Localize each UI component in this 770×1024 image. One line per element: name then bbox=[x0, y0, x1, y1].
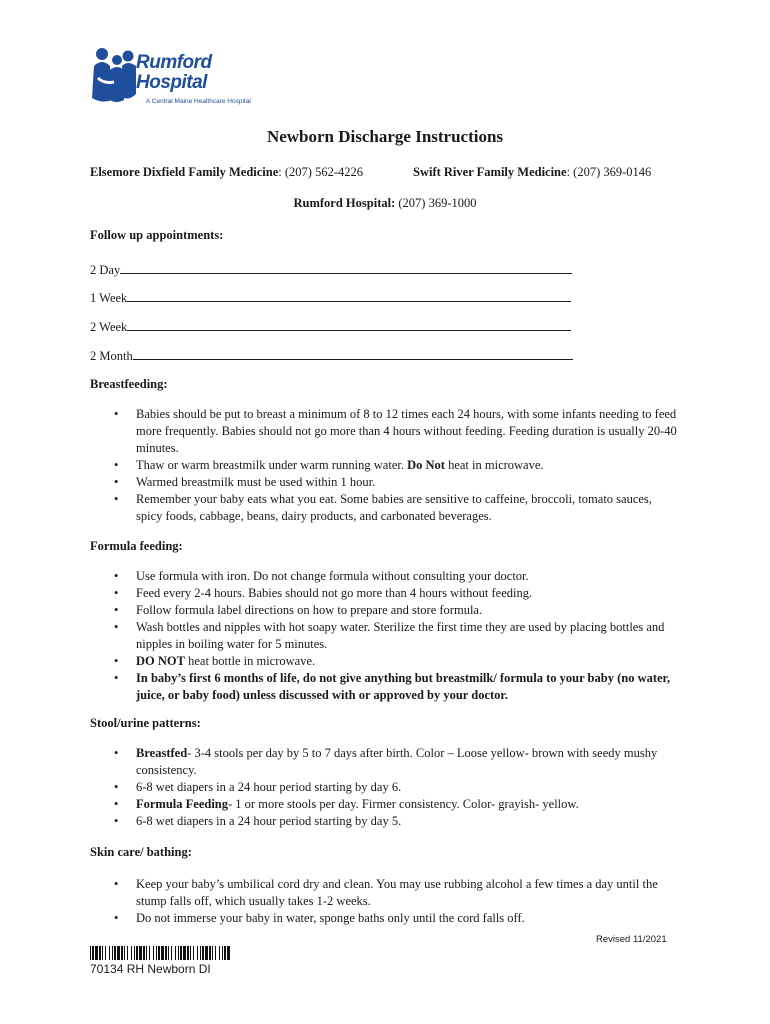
emphasis-text: Breastfed bbox=[136, 746, 188, 760]
list-item-text: Thaw or warm breastmilk under warm running water. bbox=[136, 458, 408, 472]
contact-elsemore-phone: : (207) 562-4226 bbox=[278, 165, 363, 179]
appointment-blank-line[interactable] bbox=[127, 319, 571, 331]
appointment-label: 2 Week bbox=[90, 320, 128, 334]
list-item: • Remember your baby eats what you eat. Some babies are sensitive to caffeine, broccoli, tomato sauces, spicy foods, cabbage, beans, dairy products, and carbonated beverages. bbox=[114, 492, 652, 523]
document-title: Newborn Discharge Instructions bbox=[266, 127, 504, 146]
logo-name-line1: Rumford bbox=[136, 52, 212, 73]
list-item-text: Use formula with iron. Do not change formula without consulting your doctor. bbox=[136, 569, 529, 583]
list-item-text: In baby’s first 6 months of life, do not give anything but breastmilk/ formula to your baby (no water, juice, or baby food) unless discussed with or approved by your doctor. bbox=[136, 671, 671, 702]
list-item: • 6-8 wet diapers in a 24 hour period starting by day 5. bbox=[114, 814, 402, 828]
contact-rumford-phone: (207) 369-1000 bbox=[395, 196, 477, 210]
contact-swift-phone: : (207) 369-0146 bbox=[566, 165, 652, 179]
list-item: • Keep your baby’s umbilical cord dry and clean. You may use rubbing alcohol a few times a day until the stump falls off, which usually takes 1-2 weeks. bbox=[114, 877, 658, 908]
followup-heading: Follow up appointments: bbox=[90, 228, 224, 242]
logo-tagline: A Central Maine Healthcare Hospital bbox=[146, 98, 251, 105]
list-item: • Do not immerse your baby in water, sponge baths only until the cord falls off. bbox=[114, 911, 525, 925]
list-item: • In baby’s first 6 months of life, do not give anything but breastmilk/ formula to your baby (no water, juice, or baby food) unless discussed with or approved by your doctor. bbox=[114, 671, 671, 702]
emphasis-text: DO NOT bbox=[136, 654, 185, 668]
hospital-logo bbox=[90, 44, 280, 114]
emphasis-text: Formula Feeding bbox=[136, 797, 229, 811]
contact-rumford-name: Rumford Hospital: bbox=[293, 196, 396, 210]
appointment-blank-line[interactable] bbox=[133, 348, 573, 360]
logo-name-line2: Hospital bbox=[136, 72, 207, 93]
list-item-text: heat bottle in microwave. bbox=[184, 654, 316, 668]
appointment-blank-line[interactable] bbox=[127, 290, 571, 302]
barcode-icon bbox=[90, 946, 230, 960]
list-item: • Breastfed- 3-4 stools per day by 5 to 7 days after birth. Color – Loose yellow- brown with seedy mushy consistency. bbox=[114, 746, 658, 777]
list-item-text: Warmed breastmilk must be used within 1 hour. bbox=[136, 475, 376, 489]
formula-heading: Formula feeding: bbox=[90, 539, 183, 553]
list-item-text: Babies should be put to breast a minimum of 8 to 12 times each 24 hours, with some infants needing to feed more frequently. Babies should not go more than 4 hours without feeding. Feeding duration is usually 20-40 minutes. bbox=[136, 407, 677, 455]
list-item-text: Keep your baby’s umbilical cord dry and clean. You may use rubbing alcohol a few times a day until the stump falls off, which usually takes 1-2 weeks. bbox=[136, 877, 658, 908]
formula-list bbox=[90, 568, 680, 704]
appointment-label: 2 Month bbox=[90, 349, 133, 363]
contact-elsemore-name: Elsemore Dixfield Family Medicine bbox=[90, 165, 279, 179]
appointment-1-week[interactable] bbox=[90, 290, 571, 306]
list-item: • Formula Feeding- 1 or more stools per day. Firmer consistency. Color- grayish- yellow. bbox=[114, 797, 579, 811]
list-item-text: heat in microwave. bbox=[444, 458, 544, 472]
revised-date: Revised 11/2021 bbox=[596, 934, 667, 945]
list-item: • DO NOT heat bottle in microwave. bbox=[114, 654, 316, 668]
emphasis-text: Do Not bbox=[407, 458, 445, 472]
appointment-blank-line[interactable] bbox=[120, 262, 572, 274]
form-code: 70134 RH Newborn DI bbox=[90, 962, 211, 976]
list-item: • Use formula with iron. Do not change formula without consulting your doctor. bbox=[114, 569, 529, 583]
list-item-text: 6-8 wet diapers in a 24 hour period starting by day 5. bbox=[136, 814, 402, 828]
family-figures-icon bbox=[90, 44, 138, 108]
list-item: • 6-8 wet diapers in a 24 hour period starting by day 6. bbox=[114, 780, 402, 794]
stool-heading: Stool/urine patterns: bbox=[90, 716, 201, 730]
breastfeeding-list bbox=[90, 406, 680, 525]
appointment-2-week[interactable] bbox=[90, 319, 571, 335]
list-item-text: Wash bottles and nipples with hot soapy water. Sterilize the first time they are used by placing bottles and nipples in boiling water for 5 minutes. bbox=[136, 620, 665, 651]
contact-rumford bbox=[0, 196, 770, 211]
list-item-text: - 3-4 stools per day by 5 to 7 days after birth. Color – Loose yellow- brown with seedy mushy consistency. bbox=[136, 746, 658, 777]
list-item-text: Remember your baby eats what you eat. Some babies are sensitive to caffeine, broccoli, tomato sauces, spicy foods, cabbage, beans, dairy products, and carbonated beverages. bbox=[136, 492, 652, 523]
list-item-text: Feed every 2-4 hours. Babies should not go more than 4 hours without feeding. bbox=[136, 586, 533, 600]
list-item-text: Follow formula label directions on how to prepare and store formula. bbox=[136, 603, 483, 617]
skin-care-heading: Skin care/ bathing: bbox=[90, 845, 192, 859]
stool-list bbox=[90, 745, 680, 830]
list-item-text: 6-8 wet diapers in a 24 hour period starting by day 6. bbox=[136, 780, 402, 794]
list-item: • Feed every 2-4 hours. Babies should not go more than 4 hours without feeding. bbox=[114, 586, 533, 600]
list-item: • Thaw or warm breastmilk under warm running water. Do Not heat in microwave. bbox=[114, 458, 544, 472]
contact-swift-river bbox=[413, 165, 651, 180]
list-item: • Follow formula label directions on how to prepare and store formula. bbox=[114, 603, 483, 617]
list-item: • Warmed breastmilk must be used within 1 hour. bbox=[114, 475, 376, 489]
contact-elsemore bbox=[90, 165, 363, 180]
list-item: • Babies should be put to breast a minimum of 8 to 12 times each 24 hours, with some infants needing to feed more frequently. Babies should not go more than 4 hours without feeding. Feeding duration is usually 20-40 minutes. bbox=[114, 407, 677, 455]
list-item-text: Do not immerse your baby in water, sponge baths only until the cord falls off. bbox=[136, 911, 525, 925]
list-item-text: - 1 or more stools per day. Firmer consistency. Color- grayish- yellow. bbox=[228, 797, 579, 811]
appointment-label: 1 Week bbox=[90, 291, 128, 305]
breastfeeding-heading: Breastfeeding: bbox=[90, 377, 168, 391]
appointment-2-month[interactable] bbox=[90, 348, 573, 364]
contact-swift-name: Swift River Family Medicine bbox=[413, 165, 567, 179]
list-item: • Wash bottles and nipples with hot soapy water. Sterilize the first time they are used by placing bottles and nipples in boiling water for 5 minutes. bbox=[114, 620, 665, 651]
appointment-2-day[interactable] bbox=[90, 262, 572, 278]
appointment-label: 2 Day bbox=[90, 263, 121, 277]
skin-care-list bbox=[90, 876, 680, 927]
